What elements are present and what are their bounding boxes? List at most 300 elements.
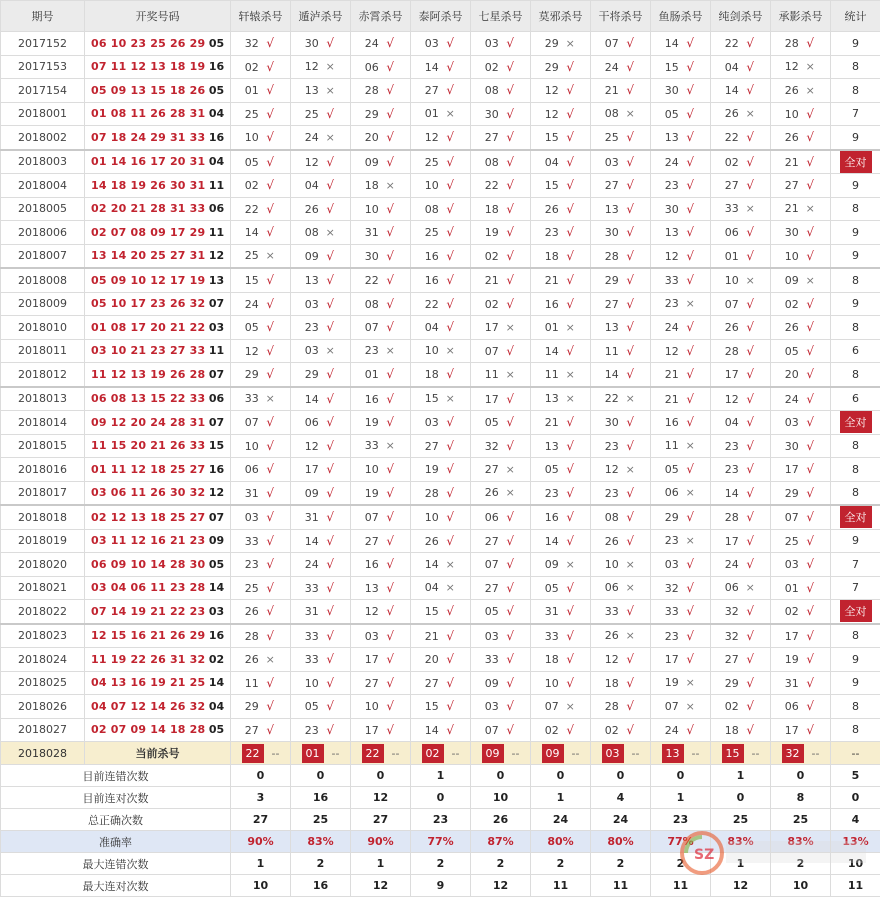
kill-cell xyxy=(651,648,711,672)
kill-cell xyxy=(351,32,411,56)
check-icon: √ xyxy=(382,225,398,239)
check-icon: √ xyxy=(442,202,458,216)
kill-cell xyxy=(711,387,771,411)
check-icon: √ xyxy=(802,486,818,500)
kill-number: 14 xyxy=(663,37,679,50)
period-cell: 2017154 xyxy=(1,79,85,103)
kill-cell xyxy=(471,505,531,529)
kill-cell xyxy=(471,553,531,577)
check-icon: √ xyxy=(562,415,578,429)
red-balls: 11 12 13 19 26 28 xyxy=(91,368,205,381)
kill-cell xyxy=(351,244,411,268)
check-icon: √ xyxy=(322,462,338,476)
blue-ball: 05 xyxy=(209,723,224,736)
kill-cell xyxy=(411,576,471,600)
check-icon: √ xyxy=(622,83,638,97)
kill-number: 10 xyxy=(603,558,619,571)
kill-cell xyxy=(771,553,831,577)
check-icon: √ xyxy=(742,130,758,144)
kill-cell xyxy=(711,505,771,529)
kill-number: 16 xyxy=(363,393,379,406)
current-kill-number: 01 xyxy=(302,744,324,763)
kill-cell xyxy=(591,718,651,742)
kill-number: 25 xyxy=(423,226,439,239)
kill-number: 24 xyxy=(303,558,319,571)
kill-cell xyxy=(411,79,471,103)
kill-number: 02 xyxy=(483,298,499,311)
draw-numbers-cell xyxy=(85,553,231,577)
kill-number: 16 xyxy=(543,298,559,311)
stats-value: 0 xyxy=(531,765,591,787)
kill-number: 20 xyxy=(423,653,439,666)
kill-number: 26 xyxy=(603,629,619,642)
check-icon: √ xyxy=(382,534,398,548)
check-icon: √ xyxy=(382,415,398,429)
kill-number: 18 xyxy=(543,250,559,263)
check-icon: √ xyxy=(502,392,518,406)
stats-total: 13% xyxy=(831,831,880,853)
blue-ball: 03 xyxy=(209,321,224,334)
red-balls: 01 14 16 17 20 31 xyxy=(91,155,205,168)
check-icon: √ xyxy=(742,676,758,690)
kill-cell xyxy=(351,411,411,435)
blue-ball: 11 xyxy=(209,226,224,239)
draw-numbers-cell xyxy=(85,316,231,340)
kill-cell xyxy=(651,150,711,174)
kill-cell xyxy=(291,339,351,363)
draw-numbers-cell xyxy=(85,174,231,198)
kill-number: 29 xyxy=(243,368,259,381)
kill-cell xyxy=(291,671,351,695)
column-header: 赤霄杀号 xyxy=(351,1,411,32)
kill-cell xyxy=(531,292,591,316)
check-icon: √ xyxy=(382,557,398,571)
kill-cell xyxy=(411,197,471,221)
kill-number: 22 xyxy=(483,179,499,192)
check-icon: √ xyxy=(562,344,578,358)
check-icon: √ xyxy=(262,344,278,358)
table-row xyxy=(1,458,880,482)
stats-value: 1 xyxy=(351,853,411,875)
kill-number: 19 xyxy=(363,487,379,500)
check-icon: √ xyxy=(382,83,398,97)
check-icon: √ xyxy=(622,676,638,690)
kill-number: 20 xyxy=(783,368,799,381)
kill-cell xyxy=(411,150,471,174)
kill-cell xyxy=(711,648,771,672)
cross-icon: × xyxy=(802,202,818,215)
stat-cell xyxy=(831,150,880,174)
kill-number: 09 xyxy=(543,558,559,571)
stats-row xyxy=(1,875,880,897)
check-icon: √ xyxy=(742,178,758,192)
kill-cell xyxy=(351,481,411,505)
kill-number: 03 xyxy=(483,700,499,713)
check-icon: √ xyxy=(562,510,578,524)
kill-cell xyxy=(771,648,831,672)
draw-numbers-cell xyxy=(85,79,231,103)
kill-cell xyxy=(531,339,591,363)
kill-number: 01 xyxy=(423,107,439,120)
check-icon: √ xyxy=(802,676,818,690)
kill-number: 26 xyxy=(483,486,499,499)
kill-number: 31 xyxy=(303,605,319,618)
kill-number: 12 xyxy=(423,131,439,144)
cross-icon: × xyxy=(742,581,758,594)
check-icon: √ xyxy=(322,415,338,429)
kill-number: 10 xyxy=(423,511,439,524)
kill-number: 26 xyxy=(543,203,559,216)
kill-number: 08 xyxy=(363,298,379,311)
stats-value: 16 xyxy=(291,787,351,809)
kill-cell xyxy=(771,718,831,742)
kill-cell xyxy=(531,481,591,505)
kill-cell xyxy=(471,339,531,363)
kill-cell xyxy=(411,600,471,624)
kill-cell xyxy=(351,316,411,340)
kill-number: 33 xyxy=(303,630,319,643)
check-icon: √ xyxy=(622,699,638,713)
kill-number: 03 xyxy=(483,37,499,50)
check-icon: √ xyxy=(262,273,278,287)
all-correct-badge: 全对 xyxy=(840,506,872,528)
kill-cell xyxy=(711,221,771,245)
kill-cell xyxy=(591,387,651,411)
current-stat: -- xyxy=(831,742,880,765)
check-icon: √ xyxy=(562,249,578,263)
check-icon: √ xyxy=(742,392,758,406)
kill-cell xyxy=(471,387,531,411)
stats-value: 27 xyxy=(231,809,291,831)
kill-cell xyxy=(651,292,711,316)
column-header: 干将杀号 xyxy=(591,1,651,32)
check-icon: √ xyxy=(802,367,818,381)
table-row xyxy=(1,434,880,458)
kill-cell xyxy=(771,387,831,411)
check-icon: √ xyxy=(562,297,578,311)
kill-cell xyxy=(711,197,771,221)
kill-cell xyxy=(411,624,471,648)
kill-number: 21 xyxy=(483,274,499,287)
kill-number: 29 xyxy=(543,37,559,50)
kill-number: 22 xyxy=(723,37,739,50)
kill-number: 12 xyxy=(543,84,559,97)
check-icon: √ xyxy=(262,486,278,500)
check-icon: √ xyxy=(262,36,278,50)
kill-cell xyxy=(531,268,591,292)
kill-cell xyxy=(771,197,831,221)
stat-cell: 8 xyxy=(831,695,880,719)
check-icon: √ xyxy=(742,604,758,618)
table-row xyxy=(1,576,880,600)
draw-numbers-cell xyxy=(85,339,231,363)
check-icon: √ xyxy=(502,36,518,50)
check-icon: √ xyxy=(442,462,458,476)
check-icon: √ xyxy=(322,320,338,334)
kill-number: 14 xyxy=(423,724,439,737)
kill-number: 22 xyxy=(723,131,739,144)
check-icon: √ xyxy=(802,415,818,429)
draw-numbers-cell xyxy=(85,197,231,221)
check-icon: √ xyxy=(322,557,338,571)
kill-cell xyxy=(531,695,591,719)
dash-placeholder: -- xyxy=(392,747,400,760)
kill-cell xyxy=(411,434,471,458)
check-icon: √ xyxy=(802,462,818,476)
check-icon: √ xyxy=(322,723,338,737)
kill-number: 11 xyxy=(243,677,259,690)
kill-number: 06 xyxy=(243,463,259,476)
check-icon: √ xyxy=(442,249,458,263)
table-row xyxy=(1,387,880,411)
stats-value: 23 xyxy=(651,809,711,831)
kill-cell xyxy=(231,363,291,387)
kill-cell xyxy=(231,221,291,245)
kill-number: 29 xyxy=(663,511,679,524)
cross-icon: × xyxy=(262,392,278,405)
kill-number: 28 xyxy=(363,84,379,97)
stats-value: 25 xyxy=(711,809,771,831)
kill-number: 07 xyxy=(363,321,379,334)
kill-number: 02 xyxy=(543,724,559,737)
kill-number: 26 xyxy=(783,84,799,97)
period-cell: 2018015 xyxy=(1,434,85,458)
kill-number: 14 xyxy=(243,226,259,239)
kill-cell xyxy=(351,718,411,742)
check-icon: √ xyxy=(262,462,278,476)
check-icon: √ xyxy=(622,178,638,192)
cross-icon: × xyxy=(682,439,698,452)
check-icon: √ xyxy=(322,297,338,311)
check-icon: √ xyxy=(262,510,278,524)
kill-cell xyxy=(471,718,531,742)
stats-value: 2 xyxy=(471,853,531,875)
check-icon: √ xyxy=(502,297,518,311)
kill-cell xyxy=(651,244,711,268)
check-icon: √ xyxy=(682,604,698,618)
kill-number: 24 xyxy=(723,558,739,571)
check-icon: √ xyxy=(622,534,638,548)
draw-numbers-cell xyxy=(85,529,231,553)
blue-ball: 16 xyxy=(209,60,224,73)
stats-value: 4 xyxy=(591,787,651,809)
kill-cell xyxy=(471,671,531,695)
check-icon: √ xyxy=(442,155,458,169)
kill-cell xyxy=(231,434,291,458)
kill-number: 29 xyxy=(723,677,739,690)
kill-number: 10 xyxy=(363,700,379,713)
check-icon: √ xyxy=(742,155,758,169)
kill-number: 03 xyxy=(483,630,499,643)
stats-value: 83% xyxy=(291,831,351,853)
kill-cell xyxy=(591,174,651,198)
stat-cell: 9 xyxy=(831,648,880,672)
stat-cell: 8 xyxy=(831,79,880,103)
stats-value: 16 xyxy=(291,875,351,897)
blue-ball: 07 xyxy=(209,297,224,310)
kill-number: 21 xyxy=(663,393,679,406)
kill-number: 22 xyxy=(243,203,259,216)
cross-icon: × xyxy=(682,534,698,547)
current-kill-number: 03 xyxy=(602,744,624,763)
check-icon: √ xyxy=(442,297,458,311)
kill-number: 23 xyxy=(603,487,619,500)
history-rows xyxy=(1,32,880,742)
stats-value: 1 xyxy=(411,765,471,787)
kill-cell xyxy=(531,671,591,695)
check-icon: √ xyxy=(322,273,338,287)
period-cell: 2018007 xyxy=(1,244,85,268)
kill-number: 19 xyxy=(663,676,679,689)
table-row xyxy=(1,79,880,103)
check-icon: √ xyxy=(562,273,578,287)
period-cell: 2018027 xyxy=(1,718,85,742)
kill-number: 28 xyxy=(783,37,799,50)
kill-cell xyxy=(411,363,471,387)
kill-cell xyxy=(711,268,771,292)
kill-number: 26 xyxy=(603,535,619,548)
check-icon: √ xyxy=(262,178,278,192)
kill-cell xyxy=(291,316,351,340)
draw-numbers-cell xyxy=(85,221,231,245)
kill-number: 18 xyxy=(483,203,499,216)
check-icon: √ xyxy=(622,202,638,216)
kill-number: 05 xyxy=(243,156,259,169)
kill-number: 33 xyxy=(243,535,259,548)
kill-number: 33 xyxy=(303,653,319,666)
kill-cell xyxy=(231,387,291,411)
kill-number: 13 xyxy=(363,582,379,595)
kill-number: 12 xyxy=(723,393,739,406)
check-icon: √ xyxy=(262,557,278,571)
kill-cell xyxy=(771,32,831,56)
kill-cell xyxy=(291,102,351,126)
column-header: 鱼肠杀号 xyxy=(651,1,711,32)
kill-cell xyxy=(471,695,531,719)
kill-cell xyxy=(291,481,351,505)
kill-cell xyxy=(711,529,771,553)
check-icon: √ xyxy=(322,534,338,548)
kill-cell xyxy=(291,55,351,79)
check-icon: √ xyxy=(442,415,458,429)
check-icon: √ xyxy=(262,83,278,97)
kill-number: 10 xyxy=(543,677,559,690)
current-kill-row xyxy=(1,742,880,765)
stats-value: 24 xyxy=(591,809,651,831)
check-icon: √ xyxy=(442,723,458,737)
check-icon: √ xyxy=(262,415,278,429)
kill-cell xyxy=(231,292,291,316)
column-header: 七星杀号 xyxy=(471,1,531,32)
check-icon: √ xyxy=(682,178,698,192)
kill-cell xyxy=(771,221,831,245)
kill-cell xyxy=(711,126,771,150)
stats-value: 24 xyxy=(531,809,591,831)
kill-cell xyxy=(411,387,471,411)
kill-number: 22 xyxy=(363,274,379,287)
blue-ball: 16 xyxy=(209,629,224,642)
check-icon: √ xyxy=(322,486,338,500)
kill-cell xyxy=(651,174,711,198)
kill-number: 10 xyxy=(363,463,379,476)
kill-cell xyxy=(351,695,411,719)
kill-cell xyxy=(291,244,351,268)
table-row xyxy=(1,292,880,316)
kill-cell xyxy=(411,102,471,126)
kill-number: 28 xyxy=(243,630,259,643)
period-cell: 2018012 xyxy=(1,363,85,387)
kill-number: 18 xyxy=(723,724,739,737)
kill-number: 25 xyxy=(243,108,259,121)
stat-cell: 8 xyxy=(831,197,880,221)
red-balls: 12 15 16 21 26 29 xyxy=(91,629,205,642)
stats-value: 83% xyxy=(771,831,831,853)
blue-ball: 15 xyxy=(209,439,224,452)
period-cell: 2018022 xyxy=(1,600,85,624)
red-balls: 03 11 12 16 21 23 xyxy=(91,534,205,547)
kill-number: 02 xyxy=(783,298,799,311)
cross-icon: × xyxy=(562,700,578,713)
stats-label: 总正确次数 xyxy=(1,809,231,831)
kill-cell xyxy=(351,363,411,387)
check-icon: √ xyxy=(742,723,758,737)
check-icon: √ xyxy=(742,510,758,524)
kill-number: 16 xyxy=(423,250,439,263)
check-icon: √ xyxy=(502,581,518,595)
kill-cell xyxy=(531,363,591,387)
kill-number: 13 xyxy=(603,321,619,334)
period-cell: 2018023 xyxy=(1,624,85,648)
kill-number: 27 xyxy=(483,582,499,595)
kill-number: 18 xyxy=(423,368,439,381)
kill-number: 03 xyxy=(303,298,319,311)
period-cell: 2018003 xyxy=(1,150,85,174)
kill-number: 06 xyxy=(723,226,739,239)
check-icon: √ xyxy=(562,652,578,666)
kill-cell xyxy=(711,411,771,435)
check-icon: √ xyxy=(262,723,278,737)
kill-cell xyxy=(291,576,351,600)
kill-cell xyxy=(411,505,471,529)
kill-number: 12 xyxy=(303,60,319,73)
kill-number: 02 xyxy=(723,700,739,713)
kill-number: 22 xyxy=(423,298,439,311)
kill-cell xyxy=(291,126,351,150)
kill-number: 14 xyxy=(303,393,319,406)
check-icon: √ xyxy=(442,676,458,690)
kill-cell xyxy=(711,79,771,103)
kill-number: 26 xyxy=(723,107,739,120)
kill-number: 30 xyxy=(603,416,619,429)
current-kill-cell xyxy=(711,742,771,765)
period-cell: 2018021 xyxy=(1,576,85,600)
red-balls: 04 07 12 14 26 32 xyxy=(91,700,205,713)
stat-cell: 8 xyxy=(831,624,880,648)
check-icon: √ xyxy=(262,155,278,169)
kill-cell xyxy=(471,481,531,505)
kill-cell xyxy=(771,150,831,174)
period-cell: 2018024 xyxy=(1,648,85,672)
kill-number: 10 xyxy=(423,179,439,192)
check-icon: √ xyxy=(682,36,698,50)
kill-number: 23 xyxy=(663,630,679,643)
cross-icon: × xyxy=(622,629,638,642)
kill-cell xyxy=(411,529,471,553)
kill-cell xyxy=(771,102,831,126)
kill-number: 27 xyxy=(783,179,799,192)
stat-cell: 6 xyxy=(831,339,880,363)
kill-number: 21 xyxy=(663,368,679,381)
